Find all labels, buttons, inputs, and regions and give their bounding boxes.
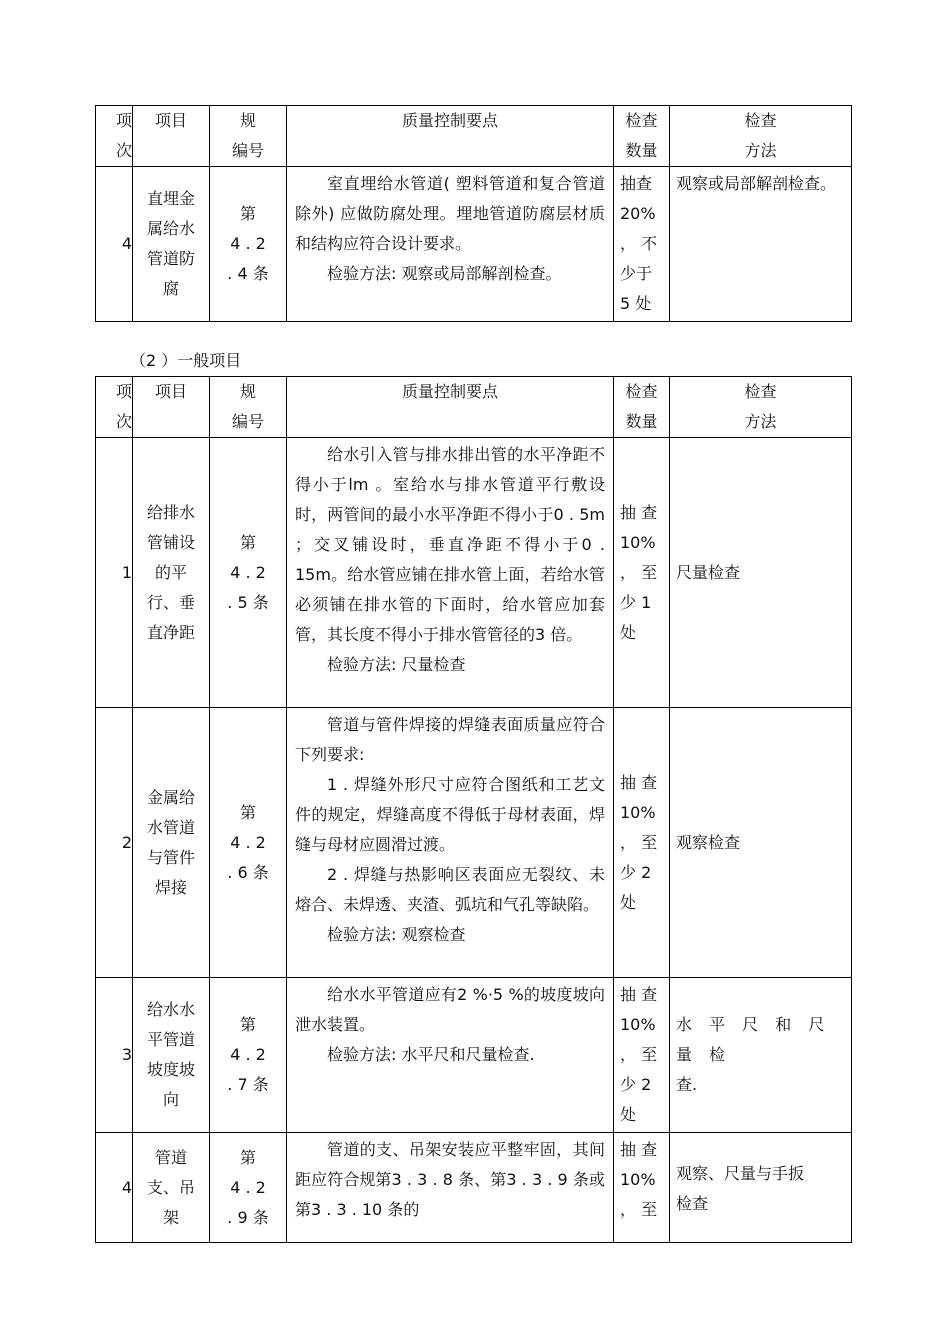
row-method: 观察或局部解剖检查。 (670, 167, 852, 322)
table-row (96, 708, 852, 978)
row-points: 管道与管件焊接的焊缝表面质量应符合下列要求: 1 . 焊缝外形尺寸应符合图纸和工艺文件的规定，焊缝高度不得低于母材表面，焊缝与母材应圆滑过渡。 2 . 焊缝与热影响区表面应无裂纹、未熔合、未焊透、夹渣、弧坑和气孔等缺陷。 检验方法: 观察检查 (287, 708, 614, 978)
header-item: 项目 (133, 106, 210, 167)
row-code: 第 4 . 2 . 6 条 (210, 708, 287, 978)
row-method: 水 平 尺 和 尺 量 检 查. (670, 978, 852, 1133)
main-control-table (95, 105, 852, 322)
row-points: 给水水平管道应有2 %·5 %的坡度坡向泄水装置。 检验方法: 水平尺和尺量检查. (287, 978, 614, 1133)
row-item: 给水水 平管道 坡度坡 向 (133, 978, 210, 1133)
row-points: 管道的支、吊架安装应平整牢固，其间距应符合规第3 . 3 . 8 条、第3 . 3 . 9 条或第3 . 3 . 10 条的 (287, 1133, 614, 1243)
row-points: 室直埋给水管道( 塑料管道和复合管道除外) 应做防腐处理。埋地管道防腐层材质和结构应符合设计要求。 检验方法: 观察或局部解剖检查。 (287, 167, 614, 322)
row-qty: 抽查 20% ， 不 少于 5 处 (614, 167, 670, 322)
row-method: 尺量检查 (670, 438, 852, 708)
table-row (96, 978, 852, 1133)
row-code: 第 4 . 2 . 5 条 (210, 438, 287, 708)
header-no: 项 次 (96, 106, 133, 167)
row-no: 4 (96, 1133, 133, 1243)
table-row (96, 167, 852, 322)
header-code: 规 编号 (210, 377, 287, 438)
section-caption: （2 ）一般项目 (130, 351, 242, 370)
general-items-table (95, 376, 852, 1243)
table-row (96, 438, 852, 708)
header-method: 检查 方法 (670, 106, 852, 167)
row-qty: 抽 查 10% ， 至 少 1 处 (614, 438, 670, 708)
row-no: 2 (96, 708, 133, 978)
header-qty: 检查 数量 (614, 106, 670, 167)
row-method: 观察检查 (670, 708, 852, 978)
row-no: 3 (96, 978, 133, 1133)
row-code: 第 4 . 2 . 4 条 (210, 167, 287, 322)
header-points: 质量控制要点 (287, 377, 614, 438)
row-item: 给排水 管铺设 的平 行、垂 直净距 (133, 438, 210, 708)
row-item: 直埋金 属给水 管道防 腐 (133, 167, 210, 322)
row-method: 观察、尺量与手扳 检查 (670, 1133, 852, 1243)
header-qty: 检查 数量 (614, 377, 670, 438)
row-no: 1 (96, 438, 133, 708)
row-code: 第 4 . 2 . 7 条 (210, 978, 287, 1133)
header-method: 检查 方法 (670, 377, 852, 438)
row-no: 4 (96, 167, 133, 322)
header-code: 规 编号 (210, 106, 287, 167)
row-code: 第 4 . 2 . 9 条 (210, 1133, 287, 1243)
header-item: 项目 (133, 377, 210, 438)
row-item: 管道 支、吊 架 (133, 1133, 210, 1243)
row-item: 金属给 水管道 与管件 焊接 (133, 708, 210, 978)
table-row (96, 1133, 852, 1243)
header-no: 项 次 (96, 377, 133, 438)
table-header-row (96, 106, 852, 167)
header-points: 质量控制要点 (287, 106, 614, 167)
row-points: 给水引入管与排水排出管的水平净距不得小于lm 。室给水与排水管道平行敷设时，两管间的最小水平净距不得小于0 . 5m ；交叉铺设时，垂直净距不得小于0 . 15m。给水管应铺在排水管上面，若给水管必须铺在排水管的下面时，给水管应加套管，其长度不得小于排水管管径的3 倍。 检验方法: 尺量检查 (287, 438, 614, 708)
row-qty: 抽 查 10% ， 至 少 2 处 (614, 978, 670, 1133)
row-qty: 抽 查 10% ， 至 (614, 1133, 670, 1243)
table-header-row (96, 377, 852, 438)
row-qty: 抽 查 10% ， 至 少 2 处 (614, 708, 670, 978)
